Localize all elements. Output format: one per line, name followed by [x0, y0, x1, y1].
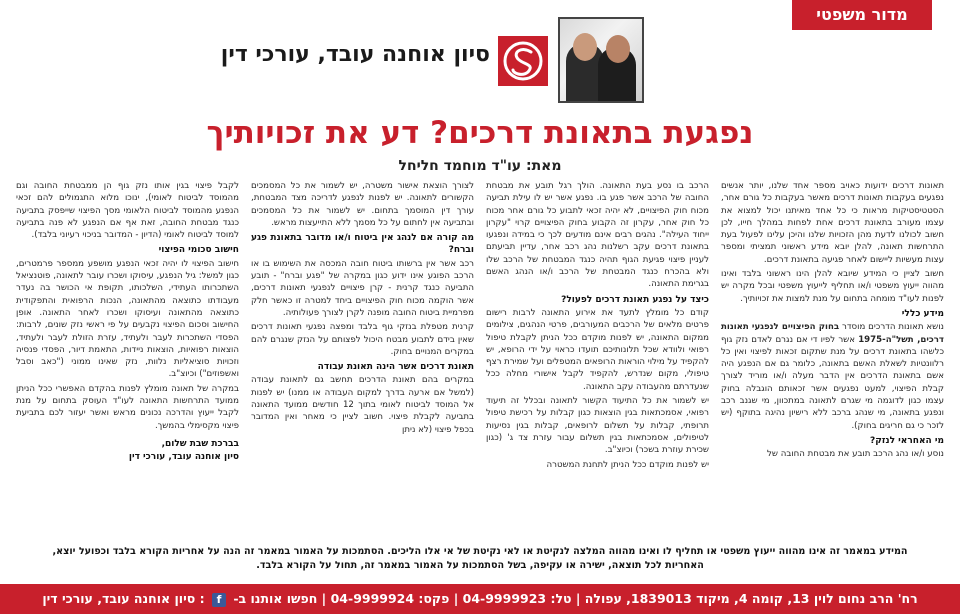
paragraph: הרכב בו נסע בעת התאונה. הולך רגל תובע את מבטחת החובה של הרכב אשר פגע בו. נפגע אשר יש לו עילת תביעה מכוח חוק הפיצויים, לא יהיה זכאי לתבוע כל גורם אחר מכוח כל חוק אחר, עקרון זה הקבוע בחוק הפיצויים קרוי "עקרון ייחוד העילה". נהגים רבים אינם מודעים לכך כי במידה ונפגעו בתאונת דרכים עקב רשלנות נהג רכב אחר, עדיין תביעתם לעניין פיצוי פגיעת הגוף תהיה כנגד המבטחת של הרכב שלו ולא בהכרח כנגד המבטחת של הרכב ו/או הנהג האשם בגרימת התאונה.: [486, 181, 709, 290]
separator: |: [449, 591, 459, 606]
paragraph: במקרים בהם תאונת הדרכים תחשב גם לתאונת עבודה (למשל אם ארעה בדרך למקום העבודה או ממנו) יש לפנות אל המוסד לביטוח לאומי בתוך 12 חודשים ממועד התאונה בתביעה לקבלת פיצוי. חשוב לציין כי מאחר ואין המדובר בכפל פיצוי (לא ניתן: [251, 375, 474, 435]
person-head: [573, 33, 597, 61]
signature-greeting: בברכת שבת שלום,: [161, 438, 239, 449]
paragraph: במקרה של תאונה מומלץ לפנות בהקדם האפשרי ככל הניתן ממועד התרחשות התאונה לעו"ד העוסק בתחום על מנת לקבל ייעוץ והדרכה נכונים מראש ואשר יעזור לכם בתביעת פיצוי מקסימלי בהמשך.: [16, 383, 239, 431]
paragraph: קודם כל מומלץ לתעד את אירוע התאונה לרבות רישום פרטים מלאים של הרכבים המעורבים, פרטי הנהגים, צילומים ממקום התאונה, יש לפנות מוקדם ככל הניתן לקבלת טיפול רפואי ולוודא שכל תלונותיכם תועדו כראוי על ידי הרופא, יש להקפיד על מילוי הוראות הרופאים המטפלים ועל שמירת רצף טיפולי, מקום שנדרש, להקפיד לקבל אישורי מחלה ככל שנעדרתם מהעבודה עקב התאונה.: [486, 307, 709, 392]
paragraph: תאונות דרכים ידועות כאויב מספר אחד שלנו, יותר אנשים נפגעים בעקבות תאונות דרכים מאשר בעקבות כל גורם אחר, הסטטיסטיקות מראות כי כל אחד מאיתנו יכול למצוא את עצמו מעורב בתאונת דרכים אחת לפחות במהלך חייו, לכן חשוב לכולנו לדעת מהן הזכויות שלנו והיכן עלינו לפעול בעת התרחשות תאונה, להלן יובא מידע ראשוני תמציתי ומספר עצות מעשיות ליישום לאחר פגיעה בתאונת דרכים.: [721, 181, 944, 265]
text-run: אשר לפיו די אם נגרם לאדם נזק גוף כלשהו בתאונת דרכים על מנת שתקום זכאות לפיצוי ואין כל רלוונטיות לשאלת האשם בתאונה, כלומר גם אם הנפגע היה אשם בתאונת הדרכים אין הדבר מעלה ו/או מוריד לצורך קבלת הפיצוי, למעט נפגעים אשר זכאותם הוגבלה בחוק עצמו כגון לדוגמה מי שגרם לתאונה במתכוון, מי שגנב רכב ונפגע בתאונה, מי שנהג ברכב ללא רישיון נהיגה בתוקף (יש לזכר כי גם חריגים בחוק).: [721, 334, 944, 431]
article-column-4: [16, 180, 239, 538]
subheading: מה קורה אם לנהג אין ביטוח ו/או מדובר בתאונת פגע וברח?: [251, 233, 474, 256]
article-column-2: [486, 180, 709, 538]
section-tab: מדור משפטי: [792, 0, 932, 30]
subheading: מי האחראי לנזק?: [870, 435, 944, 446]
paragraph: לקבל פיצוי בגין אותו נזק גוף הן ממבטחת החובה וגם מהמוסד לביטוח לאומי), ינוכו מלוא התגמולים להם זכאי הנפגע מהמוסד לביטוח הלאומי מסך הפיצוי שייפסק בתביעה כנגד מבטחת החובה, זאת אף אם הנפגע לא פנה בתביעה למוסד לביטוח לאומי (הדיון - המדובר בניכוי רעיוני בלבד).: [16, 181, 239, 241]
article-column-1: [721, 180, 944, 538]
firm-name: סיון אוחנה עובד, עורכי דין: [220, 42, 490, 67]
footer-phone: טל: 04-9999923: [462, 591, 572, 606]
footer-address: רח' הרב נחום לוין 13, קומה 4, מיקוד 1839013, עפולה: [584, 591, 918, 606]
subheading: חישוב סכומי הפיצוי: [158, 245, 239, 256]
paragraph: לצורך הוצאת אישור משטרה, יש לשמור את כל המסמכים הקשורים לתאונה. יש לפנות לנפגע לדריכה מצד המבטחת, עורך דין המוסמך בתחום. יש לשמור את כל המסמכים ובתביעה אין לחתום על כל מסמך ללא התייעצות מראש.: [251, 181, 474, 228]
paragraph: חשוב לציין כי המידע שיובא להלן הינו ראשוני בלבד ואינו מהווה ייעוץ משפטי ו/או תחליף לייעוץ משפטי ובכל מקרה יש לפנות לעו"ד מומחה בתחום על מנת למצות את זכויותיך.: [721, 269, 944, 304]
separator: |: [571, 591, 581, 606]
facebook-icon[interactable]: f: [212, 593, 226, 607]
byline: מאת: עו"ד מוחמד חליחל: [398, 158, 562, 174]
subheading: כיצד על נפגע תאונת דרכים לפעול?: [561, 294, 709, 305]
footer-fax: פקס: 04-9999924: [330, 591, 450, 606]
footer-bar: [0, 584, 960, 614]
disclaimer: המידע במאמר זה אינו מהווה ייעוץ משפטי או תחליף לו ואינו מהווה המלצה לנקיטת או לאי נקיטת של אי אלו הליכים. הסתמכות על האמור במאמר זה הנה על אחריות הקורא בלבד וכפועל יוצא, האחריות לכל תוצאה, ישירה או עקיפה, בשל הסתמכות על האמור במאמר זה, תחול על הקורא בלבד.: [52, 546, 908, 571]
paragraph: יש לשמור את כל התיעוד הקשור לתאונה ובכלל זה תיעוד רפואי, אסמכתאות בגין הוצאות כגון קבלות על רכישת טיפול תרופתי, קבלות על תשלום לרופאים, קבלות בגין נסיעות לטיפולים, אסמכתאות בגין תשלום עבור עזרת צד ג' (כגון שכירת עוזרת בשכר) וכיוצ"ב.: [486, 396, 709, 456]
person-head: [606, 35, 630, 63]
headline: נפגעת בתאונת דרכים? דע את זכויותיך: [206, 115, 754, 151]
paragraph: יש לפנות מוקדם ככל הניתן לתחנת המשטרה: [546, 459, 709, 470]
footer-social-name: : סיון אוחנה עובד, עורכי דין: [42, 591, 205, 606]
subheading: תאונת דרכים אשר הינה תאונת עבודה: [317, 362, 474, 373]
lawyers-photo: [558, 17, 644, 103]
article-column-3: [251, 180, 474, 538]
separator: |: [317, 591, 327, 606]
article-columns: [16, 180, 944, 538]
subheading: מידע כללי: [901, 308, 944, 319]
paragraph: חישוב הפיצוי לו יהיה זכאי הנפגע מושפע ממספר פרמטרים, כגון למשל: גיל הנפגע, עיסוקו ושכרו עובר לתאונה, פוטנציאל השתכרותו העתידי, השלכותו, תקופת אי הכושר בה נעדר מעבודתו כתוצאה מהתאונה, הנכות הרפואית והתפקודית כתוצאה מהתאונה ועיסוקו ושכרו לאחר התאונה. אופן החישוב וסכום הפיצוי נקבעים על פי ראשי נזק שונים, לרבות: הפסדי השתכרות לעבר ולעתיד, עזרת הזולת לעבר ולעתיד, הוצאות רפואיות, הוצאות ניידות, התאמת דיור, הפסדי פנסיה וזכויות סוציאליות נלוות, נזק שאינו ממוני ("כאב וסבל ואשפוזים") וכיוצ"ב.: [16, 258, 239, 380]
footer-social: חפשו אותנו ב-: [233, 591, 318, 606]
paragraph: נוסע ו/או נהג הרכב תובע את מבטחת החובה של: [767, 449, 944, 460]
text-run: נושא תאונות הדרכים מוסדר: [839, 322, 944, 333]
law-name: בחוק הפיצויים לנפגעי תאונות דרכים, תשל"ה-1975: [721, 322, 944, 345]
paragraph: [721, 321, 944, 432]
circle-s-logo-icon: [498, 36, 548, 86]
paragraph: רכב אשר אין ברשותו ביטוח חובה המכסה את השימוש בו או הרכב הפוגע אינו ידוע כגון במקרה של "פגע וברח" - תובע התביעה כנגד קרנית - קרן פיצויים לנפגעי תאונות דרכים, אשר הוקמה מכוח חוק הפיצויים ביחד למטרה זו כאשר חלק מפרמיית ביטוח החובה מופנה לקרן לצורך פעולותיה.: [251, 258, 474, 318]
paragraph: קרנית מטפלת בנזקי גוף בלבד ומפצה נפגעי תאונות דרכים שאין בידם לתבוע מבטח היכול לפצותם על הנזק שנגרם להם במקרים המנויים בחוק.: [251, 322, 474, 357]
signature-name: סיון אוחנה עובד, עורכי דין: [128, 452, 239, 463]
